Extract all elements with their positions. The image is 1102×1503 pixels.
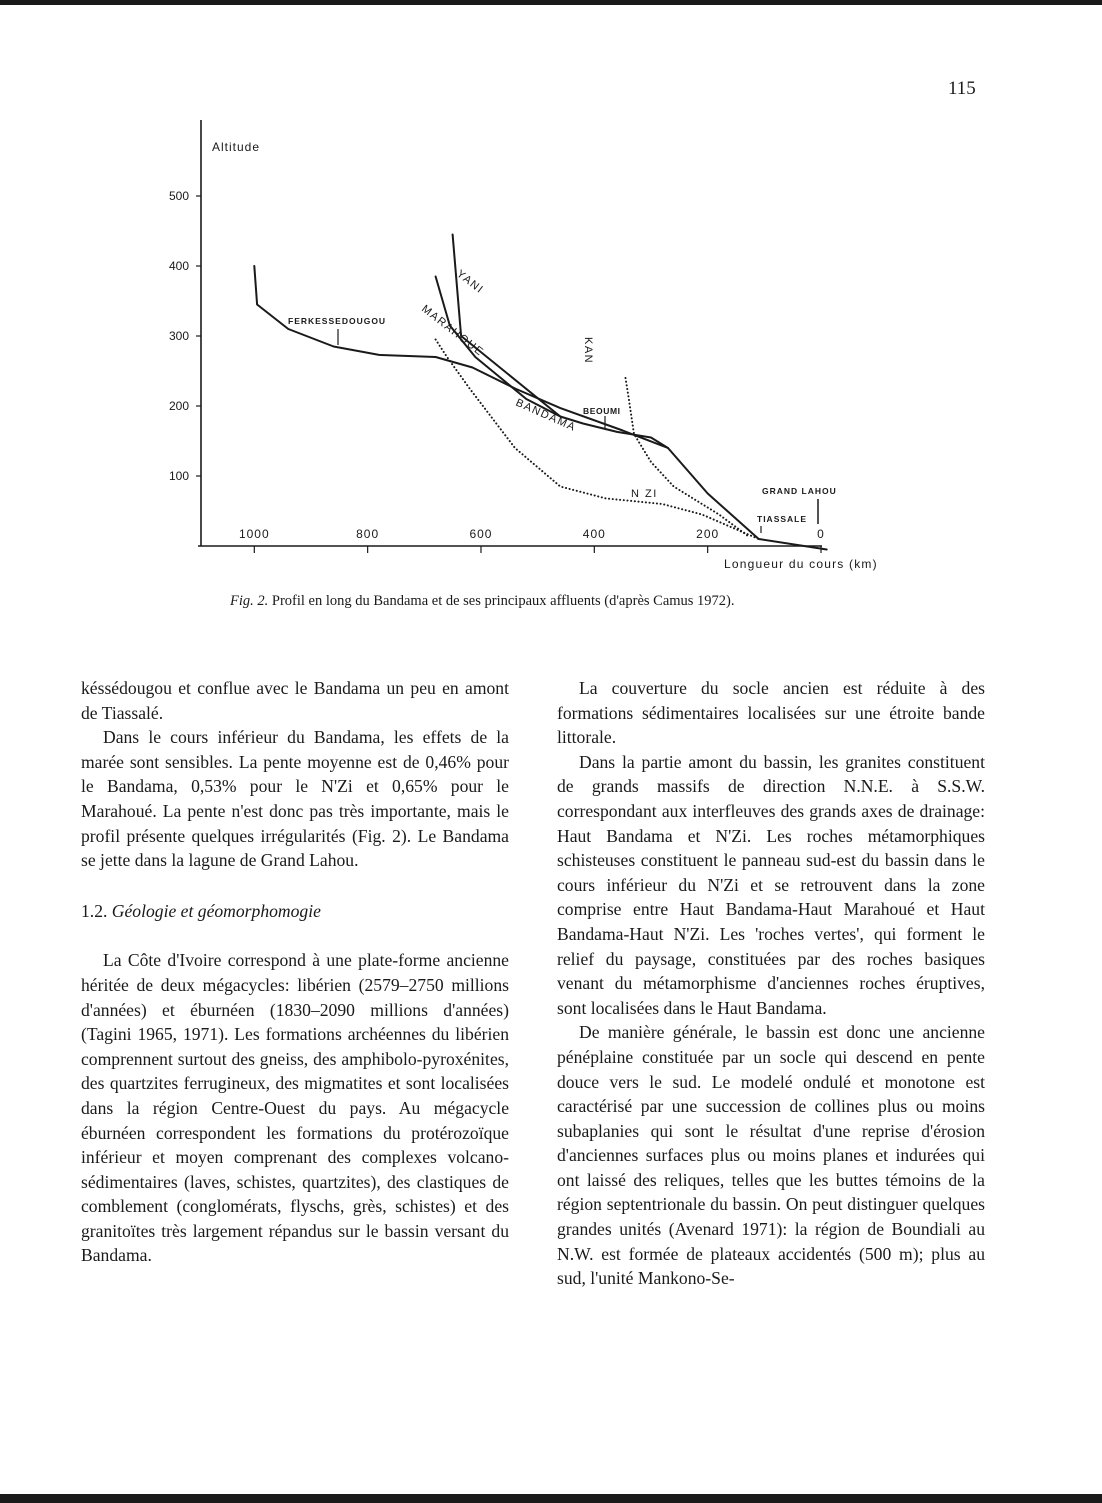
chart-series	[254, 235, 826, 550]
paragraph: Dans la partie amont du bassin, les granites constituent de grands massifs de direction N.N.E. à S.S.W. correspondant aux interfleuves des grands axes de drainage: Haut Bandama et N'Zi. Les roches métamorphiques schisteuses constituent le panneau sud-est du bassin dans le cours inférieur du N'Zi et se retrouvent dans la zone comprise entre Haut Bandama-Haut Marahoué et Haut Bandama-Haut N'Zi. Les 'roches vertes', qui forment le relief du paysage, constituées par des roches basiques venant du métamorphisme d'anciennes roches éruptives, sont localisées dans le Haut Bandama.	[557, 751, 985, 1018]
place-label-ferkessedougou: FERKESSEDOUGOU	[288, 316, 387, 326]
paragraph: La Côte d'Ivoire correspond à une plate-forme ancienne héritée de deux mégacycles: libérien (2579–2750 millions d'années) et éburnéen (1830–2090 millions d'années) (Tagini 1965, 1971). Les formations archéennes du libérien comprennent surtout des gneiss, des amphibolo-pyroxénites, des quartzites ferrugineux, des migmatites et sont localisées dans la région Centre-Ouest du pays. Au mégacycle éburnéen correspondent les formations du protérozoïque inférieur et moyen comprenant des complexes volcano-sédimentaires (laves, schistes, quartzites), des clastiques de comblement (conglomérats, flyschs, grès, schistes) et des granitoïtes très largement répandus sur le bassin versant du Bandama.	[81, 950, 509, 1266]
paragraph: Dans le cours inférieur du Bandama, les effets de la marée sont sensibles. La pente moyenne est de 0,46% pour le Bandama, 0,53% pour le N'Zi et 0,65% pour le Marahoué. La pente n'est donc pas très importante, mais le profil présente quelques irrégularités (Fig. 2). Le Bandama se jette dans la lagune de Grand Lahou.	[81, 727, 509, 871]
series-label-yani: YANI	[454, 267, 486, 297]
x-tick-label: 600	[469, 527, 493, 541]
y-tick-label: 100	[168, 469, 189, 483]
figure-caption	[230, 593, 930, 610]
x-tick-label: 1000	[238, 527, 270, 541]
page-number: 115	[948, 78, 976, 99]
series-label-bandama: BANDAMA	[513, 396, 578, 435]
profile-figure	[0, 0, 1102, 640]
paragraph: De manière générale, le bassin est donc une ancienne pénéplaine constituée par un socle qui descend en pente douce vers le sud. Le modelé ondulé et monotone est caractérisé par une succession de collines plus ou moins subaplanies qui sont le résultat d'une reprise d'érosion d'anciennes surfaces plus ou moins planes et indurées qui ont laissé des reliques, telles que les buttes témoins de la région septentrionale du bassin. On peut distinguer quelques grandes unités (Avenard 1971): la région de Boundiali au N.W. est formée de plateaux accidentés (500 m); plus au sud, l'unité Mankono-Se-	[557, 1022, 985, 1289]
section-heading-number: 1.2.	[81, 900, 108, 921]
place-label-tiassale: TIASSALE	[757, 514, 808, 524]
left-column	[81, 676, 509, 1268]
x-tick-label: 800	[356, 527, 380, 541]
series-label-kan: KAN	[582, 337, 594, 365]
chart-labels	[212, 140, 878, 571]
series-line-yani	[453, 235, 561, 417]
bottom-scan-edge	[0, 1494, 1102, 1503]
paragraph: La couverture du socle ancien est réduite à des formations sédimentaires localisées sur une étroite bande littorale.	[557, 678, 985, 748]
y-tick-label: 400	[168, 259, 189, 273]
y-tick-label: 200	[168, 399, 189, 413]
paragraph: késsédougou et conflue avec le Bandama un peu en amont de Tiassalé.	[81, 678, 509, 723]
y-tick-label: 500	[168, 189, 189, 203]
figure-caption-text: Profil en long du Bandama et de ses principaux affluents (d'après Camus 1972).	[271, 593, 735, 609]
x-tick-label: 200	[696, 527, 720, 541]
x-tick-label: 0	[817, 527, 825, 541]
section-heading-text: Géologie et géomorphomogie	[111, 900, 321, 921]
y-tick-label: 300	[168, 329, 189, 343]
figure-label: Fig. 2.	[230, 593, 269, 609]
x-axis-label: Longueur du cours (km)	[724, 557, 878, 571]
section-heading	[81, 899, 509, 924]
place-label-grand-lahou: GRAND LAHOU	[762, 486, 837, 496]
right-column	[557, 676, 985, 1291]
chart-ticks	[169, 189, 825, 553]
series-label-marahoue: MARAHOUE	[419, 302, 487, 359]
x-tick-label: 400	[582, 527, 606, 541]
place-label-beoumi: BEOUMI	[583, 406, 621, 416]
y-axis-label: Altitude	[212, 140, 261, 154]
chart-axes	[198, 120, 822, 546]
series-label-nzi: N ZI	[631, 488, 658, 500]
